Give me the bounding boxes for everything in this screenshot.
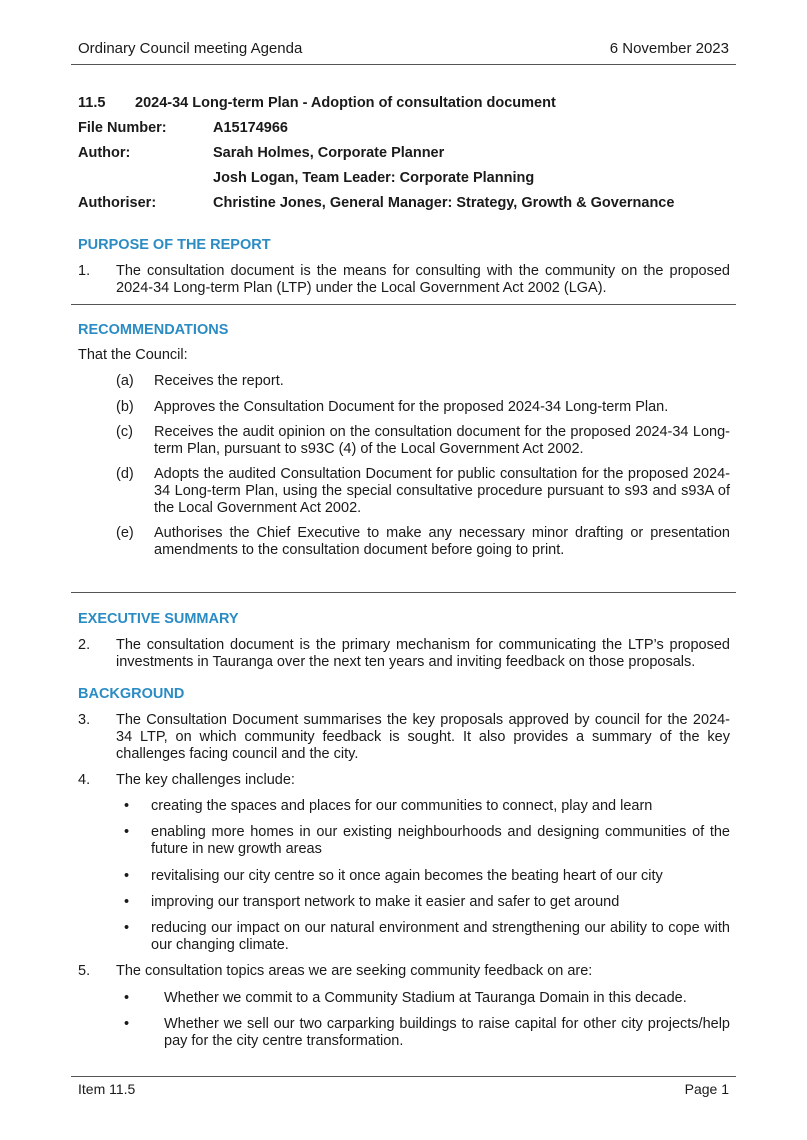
list-item <box>124 990 730 1007</box>
paragraph-number: 3. <box>78 712 91 728</box>
paragraph-2 <box>78 637 730 671</box>
list-item-text: Whether we sell our two carparking buildings to raise capital for other city projects/help pay for the city centre transformation. <box>164 1016 730 1049</box>
recommendation-text: Receives the report. <box>154 373 284 389</box>
paragraph-text: The consultation topics areas we are seeking community feedback on are: <box>116 963 593 979</box>
recommendation-label: (c) <box>116 424 133 440</box>
bullet-icon: • <box>124 1016 130 1032</box>
author-value-1: Sarah Holmes, Corporate Planner <box>213 145 445 161</box>
paragraph-1 <box>78 263 730 297</box>
bullet-icon: • <box>124 894 130 910</box>
bullet-icon: • <box>124 824 130 840</box>
footer-divider <box>71 1076 736 1077</box>
purpose-heading: PURPOSE OF THE REPORT <box>78 237 271 253</box>
authoriser-value: Christine Jones, General Manager: Strategy, Growth & Governance <box>213 195 675 211</box>
file-number-label: File Number: <box>78 120 167 136</box>
item-title: 2024-34 Long-term Plan - Adoption of consultation document <box>135 95 556 111</box>
author-value-2: Josh Logan, Team Leader: Corporate Planning <box>213 170 535 186</box>
bullet-icon: • <box>124 990 130 1006</box>
header-divider <box>71 64 736 65</box>
recommendation-item <box>116 525 730 559</box>
list-item <box>124 1016 730 1050</box>
recommendations-intro: That the Council: <box>78 347 188 363</box>
paragraph-text: The consultation document is the primary mechanism for communicating the LTP’s proposed investments in Tauranga over the next ten years and inviting feedback on those proposals. <box>116 637 730 670</box>
file-number-value: A15174966 <box>213 120 288 136</box>
paragraph-number: 4. <box>78 772 91 788</box>
paragraph-number: 1. <box>78 263 91 279</box>
list-item <box>124 798 730 815</box>
list-item <box>124 920 730 954</box>
section-divider <box>71 304 736 305</box>
page-footer <box>78 1081 729 1097</box>
list-item <box>124 824 730 858</box>
recommendation-text: Receives the audit opinion on the consultation document for the proposed 2024-34 Long-term Plan, pursuant to s93C (4) of the Local Government Act 2002. <box>154 424 730 457</box>
background-heading: BACKGROUND <box>78 686 185 702</box>
bullet-icon: • <box>124 868 130 884</box>
list-item <box>124 894 730 911</box>
header-meeting-title: Ordinary Council meeting Agenda <box>78 40 303 57</box>
recommendation-label: (e) <box>116 525 134 541</box>
executive-summary-heading: EXECUTIVE SUMMARY <box>78 611 239 627</box>
paragraph-4 <box>78 772 730 789</box>
recommendation-text: Adopts the audited Consultation Document for public consultation for the proposed 2024-34 Long-term Plan, using the special consultative procedure pursuant to s93 and s93A of the Local Government Act 2002. <box>154 466 730 516</box>
authoriser-label: Authoriser: <box>78 195 157 211</box>
recommendation-label: (a) <box>116 373 134 389</box>
paragraph-3 <box>78 712 730 763</box>
recommendation-item <box>116 466 730 517</box>
page-number: Page 1 <box>684 1081 729 1097</box>
list-item-text: Whether we commit to a Community Stadium at Tauranga Domain in this decade. <box>164 990 687 1006</box>
header-date: 6 November 2023 <box>609 40 729 57</box>
recommendation-item <box>116 424 730 458</box>
author-label: Author: <box>78 145 131 161</box>
footer-item-number: Item 11.5 <box>78 1081 136 1097</box>
paragraph-5 <box>78 963 730 980</box>
page-header <box>78 40 729 62</box>
recommendation-text: Authorises the Chief Executive to make any necessary minor drafting or presentation amendments to the consultation document before going to print. <box>154 525 730 558</box>
paragraph-text: The key challenges include: <box>116 772 295 788</box>
recommendation-label: (b) <box>116 399 134 415</box>
recommendations-heading: RECOMMENDATIONS <box>78 322 229 338</box>
list-item-text: enabling more homes in our existing neighbourhoods and designing communities of the future in new growth areas <box>151 824 730 857</box>
list-item <box>124 868 730 885</box>
bullet-icon: • <box>124 798 130 814</box>
recommendation-label: (d) <box>116 466 134 482</box>
bullet-icon: • <box>124 920 130 936</box>
recommendation-item <box>116 373 730 390</box>
list-item-text: improving our transport network to make it easier and safer to get around <box>151 894 620 910</box>
section-divider <box>71 592 736 593</box>
item-number: 11.5 <box>78 95 106 111</box>
list-item-text: reducing our impact on our natural environment and strengthening our ability to cope with our changing climate. <box>151 920 730 953</box>
recommendation-item <box>116 399 730 416</box>
recommendation-text: Approves the Consultation Document for the proposed 2024-34 Long-term Plan. <box>154 399 669 415</box>
paragraph-text: The Consultation Document summarises the key proposals approved by council for the 2024-34 LTP, on which community feedback is sought. It also provides a summary of the key challenges facing council and the city. <box>116 712 730 762</box>
paragraph-number: 5. <box>78 963 91 979</box>
paragraph-text: The consultation document is the means for consulting with the community on the proposed 2024-34 Long-term Plan (LTP) under the Local Government Act 2002 (LGA). <box>116 263 730 296</box>
list-item-text: creating the spaces and places for our communities to connect, play and learn <box>151 798 653 814</box>
paragraph-number: 2. <box>78 637 91 653</box>
list-item-text: revitalising our city centre so it once again becomes the beating heart of our city <box>151 868 663 884</box>
